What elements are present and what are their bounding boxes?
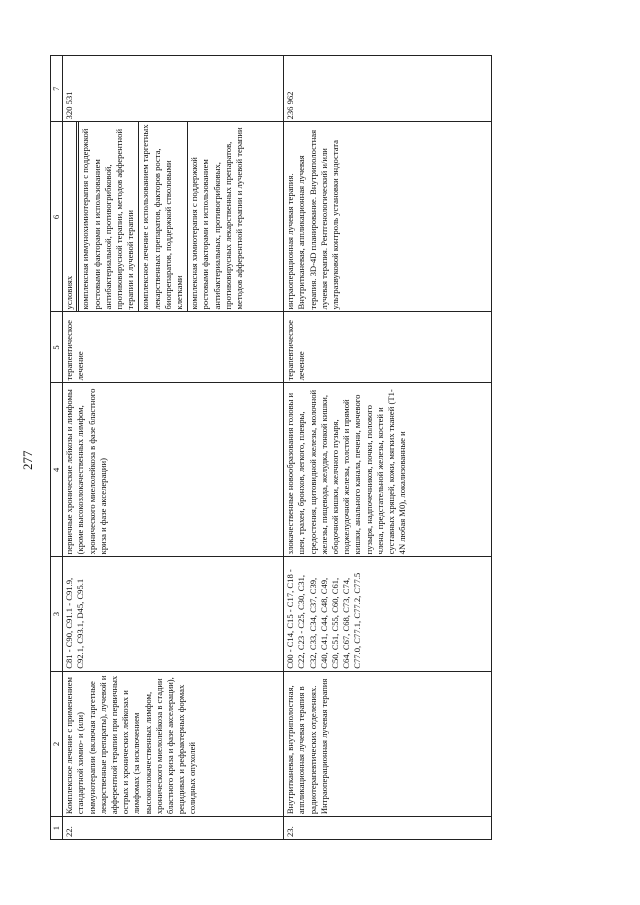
method-item: комплексное лечение с использованием таргетных лекарственных препаратов, факторов роста, биопрепаратов, поддержкой стволовыми клетками — [138, 122, 186, 311]
cost-value: 320 531 — [63, 56, 284, 122]
header-cell: 6 — [51, 122, 63, 312]
method-item: комплексная химиотерапия с поддержкой ростовыми факторами и использованием антибактериальных, противогрибковых, противовирусных лекарственных препаратов, методов афферентной терапии и лучевой терапии — [187, 122, 246, 311]
method-item: комплексная иммунохимиотерапия с поддержкой ростовыми факторами и использованием антибактериальной, противогрибковой, противовирусной терапии, методов афферентной терапии и лучевой терапии — [78, 122, 137, 311]
header-row — [51, 56, 63, 840]
icd-codes: C81 - C90, C91.1 - C91.9, C92.1, C93.1, D45, C95.1 — [63, 557, 284, 671]
header-cell: 2 — [51, 671, 63, 816]
row-number: 23. — [284, 817, 492, 840]
treatment-methods — [63, 122, 284, 312]
table-row — [284, 56, 492, 840]
header-cell: 1 — [51, 817, 63, 840]
method-header: условиях — [63, 122, 77, 311]
service-name: Внутритканевая, внутриполостная, аппликационная лучевая терапия в радиотерапевтических отделениях. Интраоперационная лучевая терапия — [284, 671, 492, 816]
rotated-table-stage — [50, 55, 575, 840]
patient-model: злокачественные новообразования головы и шеи, трахеи, бронхов, легкого, плевры, средостения, щитовидной железы, молочной железы, пищевода, желудка, тонкой кишки, ободочной кишки, желчного пузыря, поджелудочной железы, толстой и прямой кишки, анального канала, печени, мочевого пузыря, надпочечников, почки, полового члена, предстательной железы, костей и суставных хрящей, кожи, мягких тканей (T1-4N любая M0), локализованные и — [284, 383, 492, 557]
treatment-type: терапевтическое лечение — [63, 312, 284, 383]
row-number: 22. — [63, 817, 284, 840]
header-cell: 5 — [51, 312, 63, 383]
page-number — [20, 451, 36, 471]
header-cell: 4 — [51, 383, 63, 557]
treatment-type: терапевтическое лечение — [284, 312, 492, 383]
treatment-methods: интраоперационная лучевая терапия. Внутритканевая, аппликационная лучевая терапия. 3D-4D планирование. Внутриполостная лучевая терапия. Рентгенологический и/или ультразвуковой контроль установки эндостата — [284, 122, 492, 312]
page-number-text: 277 — [20, 450, 35, 470]
header-cell: 7 — [51, 56, 63, 122]
header-cell: 3 — [51, 557, 63, 671]
cost-value: 236 962 — [284, 56, 492, 122]
service-name: Комплексное лечение с применением стандартной химио- и (или) иммунотерапии (включая таргетные лекарственные препараты), лучевой и афферентной терапии при первичных острых и хронических лейкозах и лимфомах (за исключением высокозлокачественных лимфом, хронического миелолейкоза в стадии бластного криза и фазе акселерации), рецидивах и рефрактерных формах солидных опухолей — [63, 671, 284, 816]
table-row — [63, 56, 284, 840]
patient-model: первичные хронические лейкозы и лимфомы (кроме высокозлокачественных лимфом, хронического миелолейкоза в фазе бластного криза и фазе акселерации) — [63, 383, 284, 557]
services-table — [50, 55, 492, 840]
icd-codes: C00 - C14, C15 - C17, C18 - C22, C23 - C25, C30, C31, C32, C33, C34, C37, C39, C40, C41, C44, C48, C49, C50, C51, C55, C60, C61, C64, C67, C68, C73, C74, C77.0, C77.1, C77.2, C77.5 — [284, 557, 492, 671]
